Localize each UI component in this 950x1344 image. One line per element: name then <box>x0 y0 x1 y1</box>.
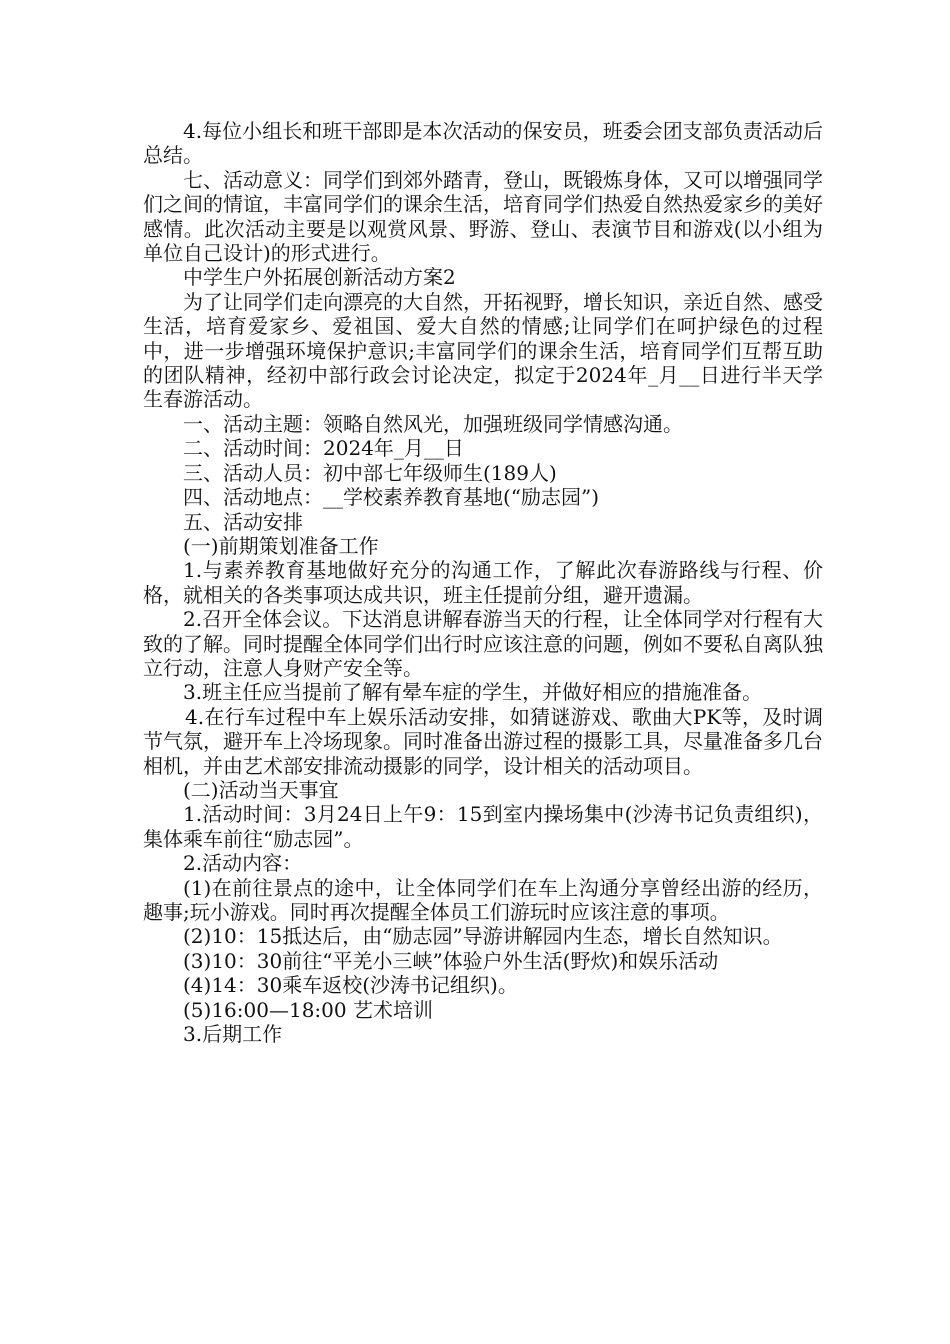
paragraph-activity-arrangement: 五、活动安排 <box>183 509 303 534</box>
paragraph-prep-3: 3.班主任应当提前了解有晕车症的学生，并做好相应的措施准备。 <box>183 680 763 705</box>
paragraph-prep-1: 1.与素养教育基地做好充分的沟通工作，了解此次春游路线与行程、价格，就相关的各类事项达成共识，班主任提前分组，避开遗漏。 <box>143 558 823 607</box>
paragraph-activity-people: 三、活动人员：初中部七年级师生(189人) <box>183 460 557 485</box>
paragraph-activity-location: 四、活动地点：__学校素养教育基地(“励志园”) <box>183 485 600 510</box>
paragraph-content-1: (1)在前往景点的途中，让全体同学们在车上沟通分享曾经出游的经历，趣事;玩小游戏。同时再次提醒全体员工们游玩时应该注意的事项。 <box>143 875 823 924</box>
subheading-preparation: (一)前期策划准备工作 <box>183 533 379 558</box>
paragraph-prep-2: 2.召开全体会议。下达消息讲解春游当天的行程，让全体同学对行程有大致的了解。同时提醒全体同学们出行时应该注意的问题，例如不要私自离队独立行动，注意人身财产安全等。 <box>143 607 823 680</box>
section-title: 中学生户外拓展创新活动方案2 <box>183 265 456 290</box>
paragraph-post-work: 3.后期工作 <box>183 1022 283 1047</box>
subheading-activity-day: (二)活动当天事宜 <box>183 777 339 802</box>
document-body <box>143 119 823 1046</box>
paragraph-content-2: (2)10：15抵达后，由“励志园”导游讲解园内生态，增长自然知识。 <box>183 924 783 949</box>
paragraph-prep-4: 4.在行车过程中车上娱乐活动安排，如猜谜游戏、歌曲大PK等，及时调节气氛，避开车上冷场现象。同时准备出游过程的摄影工具，尽量准备多几台相机，并由艺术部安排流动摄影的同学，设计相关的活动项目。 <box>143 704 823 778</box>
paragraph-activity-time: 二、活动时间：2024年_月__日 <box>183 436 464 461</box>
paragraph-day-2: 2.活动内容： <box>183 851 303 876</box>
paragraph-content-4: (4)14：30乘车返校(沙涛书记组织)。 <box>183 973 518 998</box>
paragraph-activity-theme: 一、活动主题：领略自然风光，加强班级同学情感沟通。 <box>183 411 683 436</box>
paragraph-day-1: 1.活动时间：3月24日上午9：15到室内操场集中(沙涛书记负责组织)，集体乘车前往“励志园”。 <box>143 802 823 851</box>
paragraph-item-4: 4.每位小组长和班干部即是本次活动的保安员，班委会团支部负责活动后总结。 <box>143 119 823 168</box>
paragraph-introduction: 为了让同学们走向漂亮的大自然，开拓视野，增长知识，亲近自然、感受生活，培育爱家乡、爱祖国、爱大自然的情感;让同学们在呵护绿色的过程中，进一步增强环境保护意识;丰富同学们的课余生活，培育同学们互帮互助的团队精神，经初中部行政会讨论决定，拟定于2024年_月__日进行半天学生春游活动。 <box>143 289 823 412</box>
paragraph-content-3: (3)10：30前往“平羌小三峡”体验户外生活(野炊)和娱乐活动 <box>183 948 719 973</box>
paragraph-activity-significance: 七、活动意义：同学们到郊外踏青，登山，既锻炼身体，又可以增强同学们之间的情谊，丰富同学们的课余生活，培育同学们热爱自然热爱家乡的美好感情。此次活动主要是以观赏风景、野游、登山、表演节目和游戏(以小组为单位自己设计)的形式进行。 <box>143 167 823 266</box>
paragraph-content-5: (5)16:00—18:00 艺术培训 <box>183 997 433 1022</box>
